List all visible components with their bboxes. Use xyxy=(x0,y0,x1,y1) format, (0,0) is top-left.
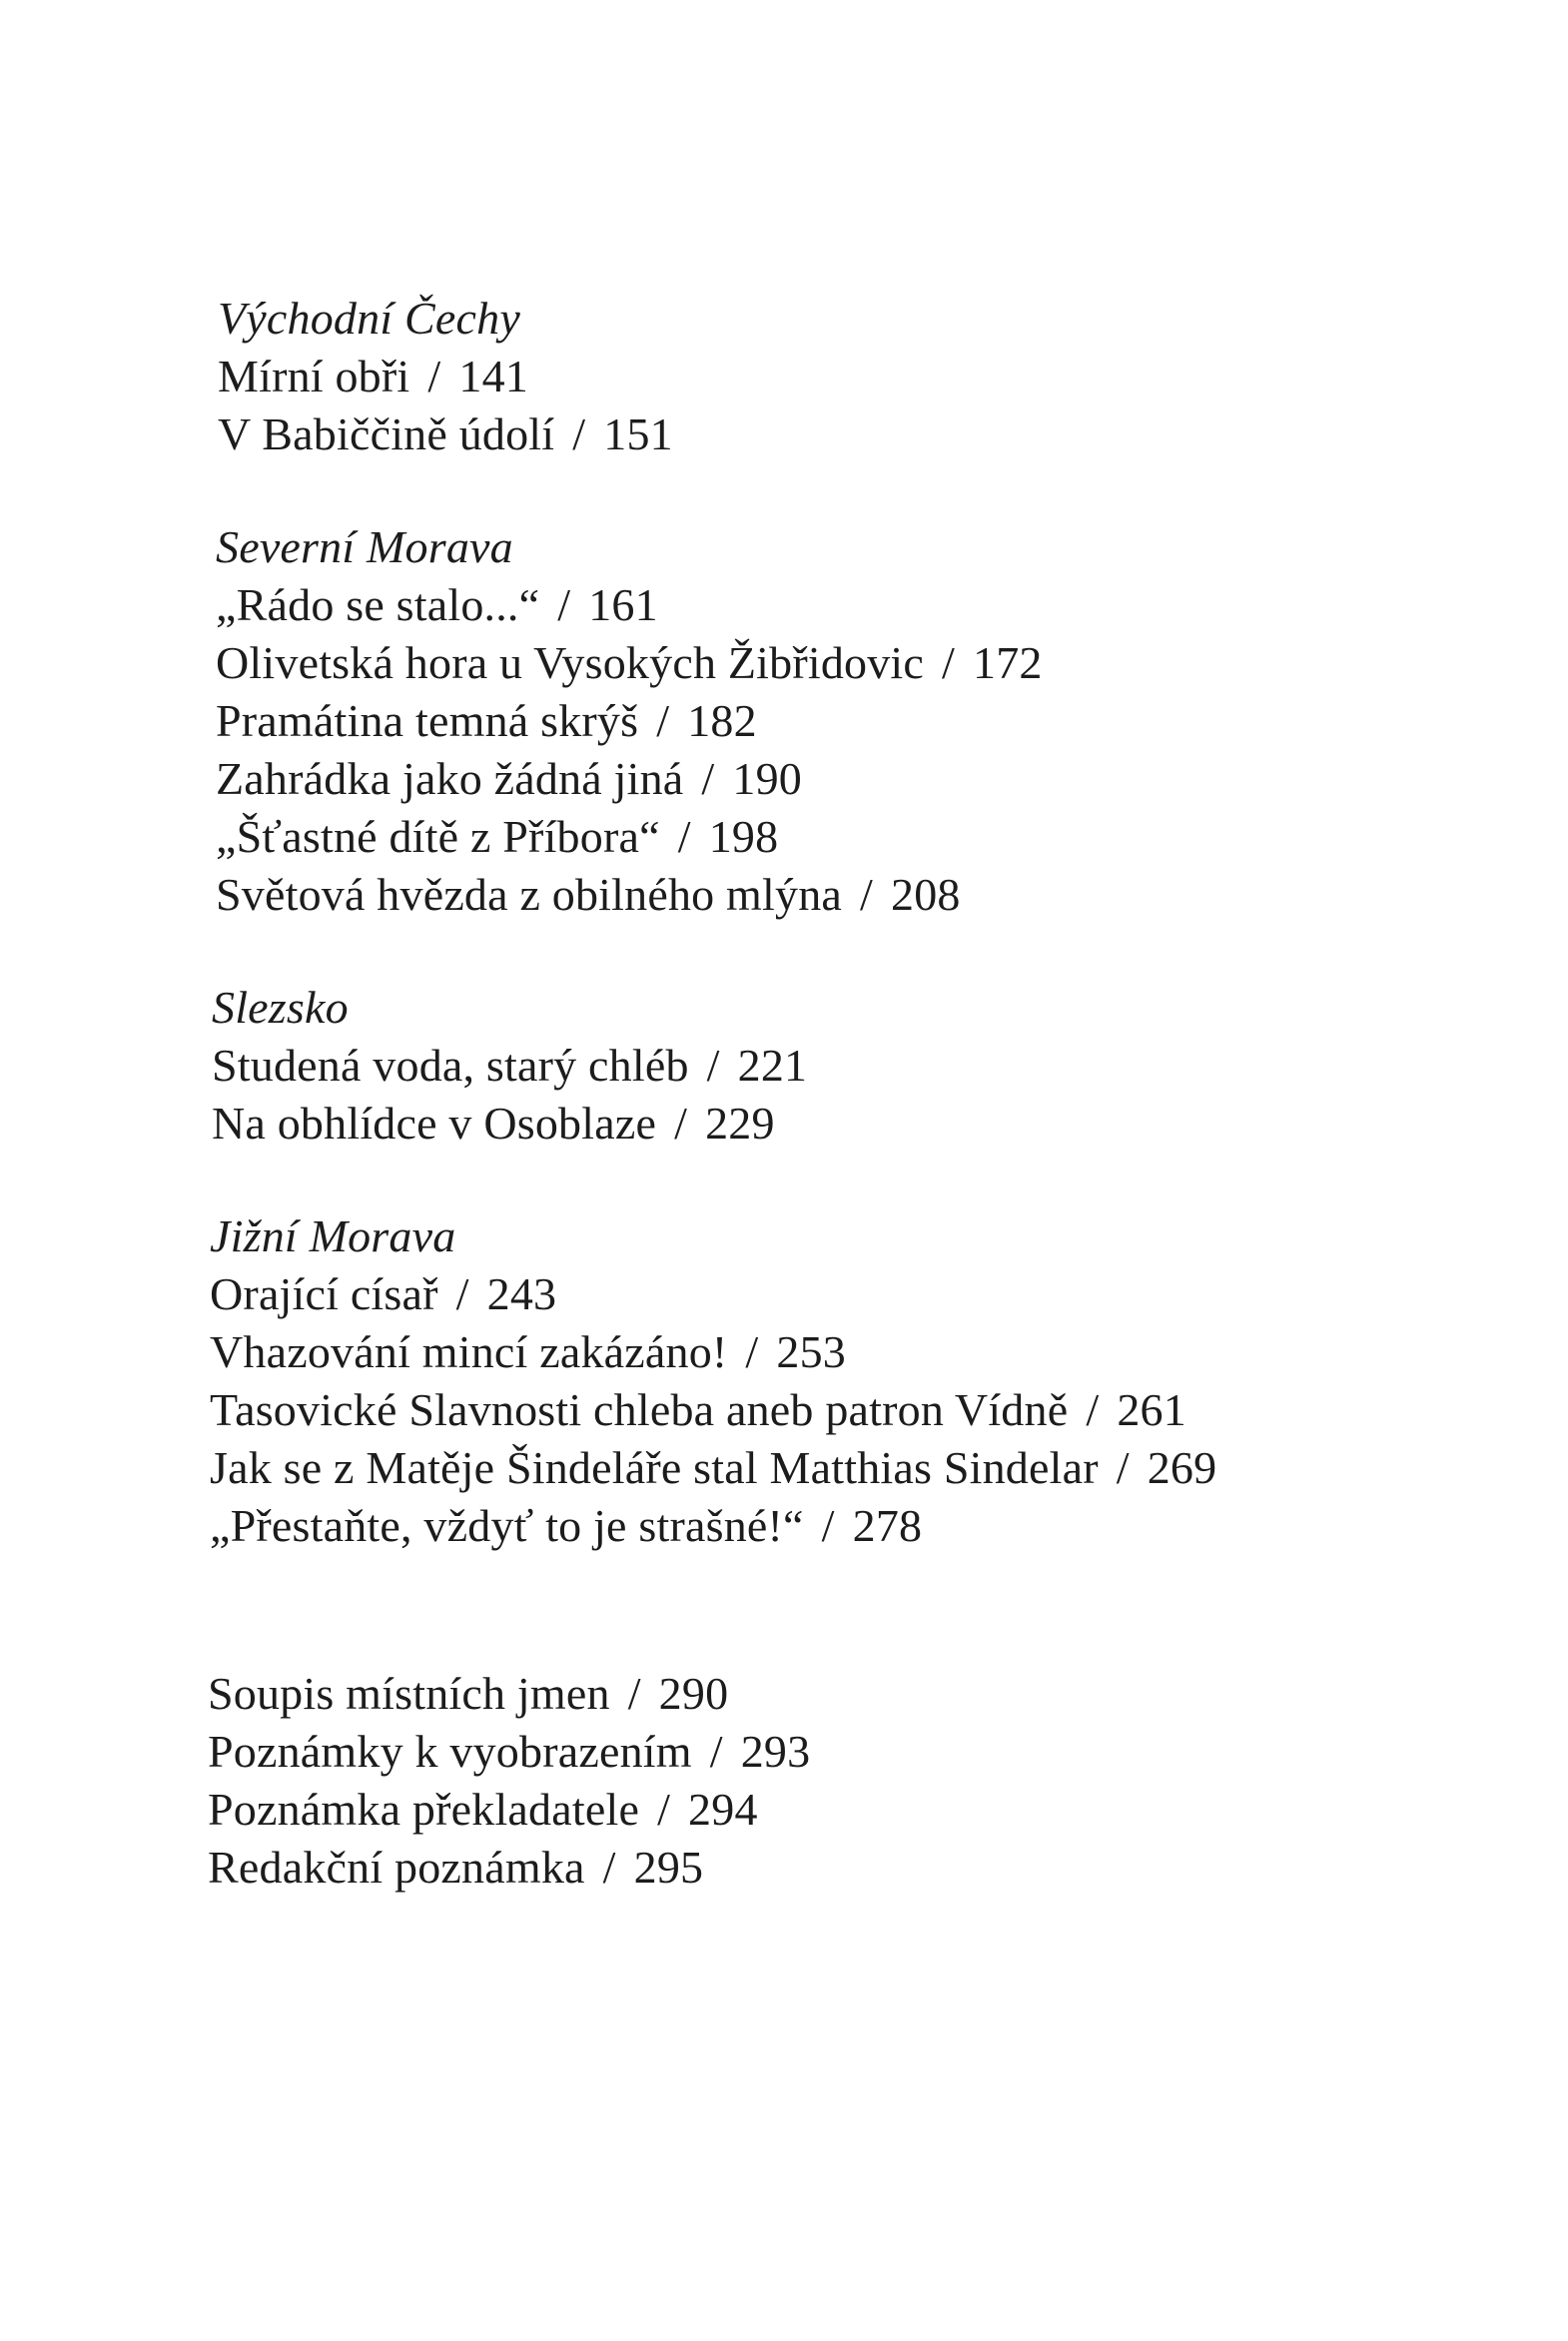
toc-entry xyxy=(212,1037,1406,1095)
toc-entry xyxy=(216,692,1406,750)
toc-section-vychodni-cechy xyxy=(218,290,1406,463)
entry-separator: / xyxy=(942,637,955,688)
entry-title: „Přestaňte, vždyť to je strašné!“ xyxy=(210,1500,804,1551)
section-heading: Severní Morava xyxy=(216,521,513,572)
toc-entry xyxy=(210,1265,1406,1323)
toc-section-jizni-morava xyxy=(210,1207,1406,1555)
toc-entry xyxy=(216,576,1406,634)
section-heading: Jižní Morava xyxy=(210,1210,456,1261)
entry-page: 198 xyxy=(708,811,779,862)
toc-entry xyxy=(218,405,1406,463)
entry-separator: / xyxy=(745,1326,759,1377)
entry-page: 295 xyxy=(633,1842,704,1893)
entry-title: Pramátina temná skrýš xyxy=(216,695,639,746)
toc-entry xyxy=(208,1665,1406,1723)
entry-separator: / xyxy=(1086,1384,1100,1435)
entry-title: „Rádo se stalo...“ xyxy=(216,579,540,630)
entry-separator: / xyxy=(677,811,691,862)
entry-separator: / xyxy=(706,1040,720,1091)
entry-title: Tasovické Slavnosti chleba aneb patron Vídně xyxy=(210,1384,1069,1435)
section-heading: Slezsko xyxy=(212,982,349,1033)
entry-title: Jak se z Matěje Šindeláře stal Matthias Sindelar xyxy=(210,1442,1099,1493)
entry-page: 253 xyxy=(776,1326,847,1377)
entry-title: Studená voda, starý chléb xyxy=(212,1040,689,1091)
entry-page: 190 xyxy=(732,753,802,804)
entry-separator: / xyxy=(427,351,441,401)
entry-page: 243 xyxy=(486,1268,557,1319)
toc-entry xyxy=(210,1439,1406,1497)
entry-separator: / xyxy=(674,1098,688,1149)
entry-page: 261 xyxy=(1117,1384,1186,1435)
entry-title: Mírní obři xyxy=(218,351,410,401)
entry-title: Světová hvězda z obilného mlýna xyxy=(216,869,843,920)
toc-entry xyxy=(216,634,1406,692)
entry-title: Vhazování mincí zakázáno! xyxy=(210,1326,728,1377)
toc-entry xyxy=(208,1723,1406,1781)
entry-title: Soupis místních jmen xyxy=(208,1668,610,1719)
toc-section-severni-morava xyxy=(216,518,1406,924)
toc-entry xyxy=(212,1095,1406,1153)
entry-separator: / xyxy=(657,1784,671,1835)
toc-entry xyxy=(208,1781,1406,1839)
entry-separator: / xyxy=(455,1268,469,1319)
entry-page: 269 xyxy=(1147,1442,1217,1493)
entry-separator: / xyxy=(602,1842,616,1893)
toc-entry xyxy=(210,1381,1406,1439)
entry-title: Na obhlídce v Osoblaze xyxy=(212,1098,657,1149)
entry-page: 290 xyxy=(658,1668,729,1719)
entry-separator: / xyxy=(656,695,670,746)
entry-separator: / xyxy=(627,1668,641,1719)
entry-separator: / xyxy=(1116,1442,1130,1493)
entry-page: 278 xyxy=(852,1500,923,1551)
entry-separator: / xyxy=(557,579,571,630)
toc-entry xyxy=(216,866,1406,924)
entry-page: 294 xyxy=(688,1784,758,1835)
entry-separator: / xyxy=(709,1726,723,1777)
entry-page: 208 xyxy=(891,869,961,920)
entry-separator: / xyxy=(701,753,715,804)
entry-title: Orající císař xyxy=(210,1268,438,1319)
entry-page: 161 xyxy=(588,579,658,630)
entry-title: Olivetská hora u Vysokých Žibřidovic xyxy=(216,637,925,688)
entry-page: 293 xyxy=(740,1726,811,1777)
entry-page: 221 xyxy=(737,1040,808,1091)
entry-page: 141 xyxy=(458,351,528,401)
entry-title: Redakční poznámka xyxy=(208,1842,585,1893)
toc-entry xyxy=(216,808,1406,866)
entry-page: 182 xyxy=(687,695,757,746)
entry-page: 229 xyxy=(705,1098,775,1149)
entry-title: „Šťastné dítě z Příbora“ xyxy=(216,811,660,862)
entry-separator: / xyxy=(572,408,586,459)
section-heading: Východní Čechy xyxy=(218,293,520,344)
toc-entry xyxy=(208,1839,1406,1897)
entry-page: 172 xyxy=(973,637,1043,688)
toc-entry xyxy=(216,750,1406,808)
table-of-contents xyxy=(208,290,1406,1951)
entry-title: Poznámka překladatele xyxy=(208,1784,640,1835)
toc-entry xyxy=(210,1497,1406,1555)
entry-page: 151 xyxy=(603,408,673,459)
toc-section-slezsko xyxy=(212,979,1406,1153)
toc-section-appendix xyxy=(208,1665,1406,1897)
entry-separator: / xyxy=(860,869,874,920)
entry-title: Zahrádka jako žádná jiná xyxy=(216,753,684,804)
toc-entry xyxy=(210,1323,1406,1381)
entry-separator: / xyxy=(821,1500,835,1551)
toc-entry xyxy=(218,348,1406,405)
entry-title: Poznámky k vyobrazením xyxy=(208,1726,692,1777)
entry-title: V Babiččině údolí xyxy=(218,408,555,459)
